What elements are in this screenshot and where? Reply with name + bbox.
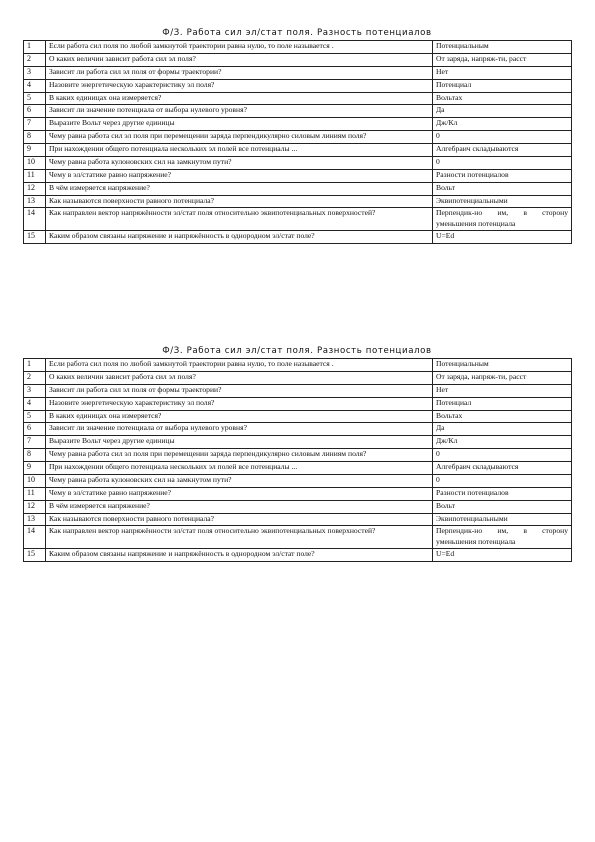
question-cell: Назовите энергетическую характеристику эл поля? [46,397,433,410]
row-number: 15 [24,231,46,244]
answer-cell: U=Ed [433,231,572,244]
qa-table [23,358,572,562]
row-number: 15 [24,549,46,562]
table-row [24,359,572,372]
answer-cell: Вольтах [433,410,572,423]
question-cell: Назовите энергетическую характеристику эл поля? [46,79,433,92]
table-row [24,118,572,131]
answer-cell: Вольт [433,182,572,195]
table-row [24,462,572,475]
row-number: 13 [24,513,46,526]
answer-cell: Да [433,423,572,436]
worksheet-title: Ф/З. Работа сил эл/стат поля. Разность потенциалов [162,28,432,38]
table-row [24,144,572,157]
answer-cell: Потенциал [433,397,572,410]
table-row [24,384,572,397]
table-row [24,436,572,449]
question-cell: При нахождении общего потенциала нескольких эл полей все потенциалы ... [46,144,433,157]
question-cell: Зависит ли работа сил эл поля от формы траектории? [46,66,433,79]
worksheet-title: Ф/З. Работа сил эл/стат поля. Разность потенциалов [162,346,432,356]
answer-cell: Вольт [433,500,572,513]
table-row [24,182,572,195]
table-row [24,231,572,244]
answer-cell: Вольтах [433,92,572,105]
table-row [24,410,572,423]
answer-cell: Дж/Кл [433,118,572,131]
row-number: 9 [24,144,46,157]
table-row [24,474,572,487]
answer-cell: Потенциал [433,79,572,92]
row-number: 11 [24,169,46,182]
table-row [24,156,572,169]
question-cell: Если работа сил поля по любой замкнутой траектории равна нулю, то поле называется . [46,41,433,54]
question-cell: В каких единицах она измеряется? [46,92,433,105]
row-number: 6 [24,423,46,436]
worksheet-copy-1 [23,27,571,244]
table-row [24,105,572,118]
table-row [24,500,572,513]
question-cell: Как называются поверхности равного потенциала? [46,195,433,208]
qa-table-body [24,41,572,244]
answer-cell: 0 [433,449,572,462]
row-number: 7 [24,436,46,449]
table-row [24,169,572,182]
table-row [24,397,572,410]
row-number: 5 [24,92,46,105]
answer-cell: Дж/Кл [433,436,572,449]
question-cell: Зависит ли работа сил эл поля от формы траектории? [46,384,433,397]
row-number: 2 [24,371,46,384]
answer-cell: Алгебраич складываются [433,462,572,475]
question-cell: При нахождении общего потенциала нескольких эл полей все потенциалы ... [46,462,433,475]
row-number: 1 [24,41,46,54]
row-number: 5 [24,410,46,423]
answer-cell: Перпендик-но им, в сторону уменьшения потенциала [433,208,572,231]
table-row [24,449,572,462]
answer-cell: От заряда, напряж-ти, расст [433,371,572,384]
table-row [24,79,572,92]
row-number: 9 [24,462,46,475]
question-cell: В чём измеряется напряжение? [46,182,433,195]
question-cell: Чему равна работа кулоновских сил на замкнутом пути? [46,474,433,487]
answer-cell: Алгебраич складываются [433,144,572,157]
row-number: 4 [24,79,46,92]
question-cell: В каких единицах она измеряется? [46,410,433,423]
question-cell: Зависит ли значение потенциала от выбора нулевого уровня? [46,105,433,118]
row-number: 8 [24,449,46,462]
answer-cell: U=Ed [433,549,572,562]
question-cell: Выразите Вольт через другие единицы [46,118,433,131]
worksheet-copy-2 [23,345,571,562]
row-number: 4 [24,397,46,410]
answer-cell: Да [433,105,572,118]
question-cell: О каких величин зависит работа сил эл поля? [46,371,433,384]
row-number: 6 [24,105,46,118]
answer-cell: От заряда, напряж-ти, расст [433,53,572,66]
question-cell: Если работа сил поля по любой замкнутой траектории равна нулю, то поле называется . [46,359,433,372]
row-number: 14 [24,208,46,231]
answer-cell: Нет [433,384,572,397]
row-number: 2 [24,53,46,66]
table-row [24,53,572,66]
table-row [24,41,572,54]
table-row [24,513,572,526]
table-row [24,549,572,562]
question-cell: Чему равна работа сил эл поля при перемещении заряда перпендикулярно силовым линиям поля? [46,449,433,462]
answer-cell: 0 [433,156,572,169]
row-number: 10 [24,474,46,487]
table-row [24,487,572,500]
table-row [24,526,572,549]
answer-cell: Потенциальным [433,359,572,372]
row-number: 3 [24,384,46,397]
table-row [24,131,572,144]
table-row [24,92,572,105]
table-row [24,208,572,231]
table-row [24,423,572,436]
row-number: 14 [24,526,46,549]
question-cell: Как направлен вектор напряжённости эл/стат поля относительно эквипотенциальных поверхностей? [46,208,433,231]
answer-cell: Потенциальным [433,41,572,54]
row-number: 3 [24,66,46,79]
answer-cell: Разности потенциалов [433,169,572,182]
answer-cell: Эквипотенциальными [433,195,572,208]
question-cell: Выразите Вольт через другие единицы [46,436,433,449]
answer-cell: Разности потенциалов [433,487,572,500]
row-number: 8 [24,131,46,144]
row-number: 13 [24,195,46,208]
question-cell: Чему в эл/статике равно напряжение? [46,169,433,182]
question-cell: Каким образом связаны напряжение и напряжённость в однородном эл/стат поле? [46,549,433,562]
question-cell: В чём измеряется напряжение? [46,500,433,513]
qa-table-body [24,359,572,562]
question-cell: Чему равна работа кулоновских сил на замкнутом пути? [46,156,433,169]
table-row [24,66,572,79]
answer-cell: Перпендик-но им, в сторону уменьшения потенциала [433,526,572,549]
question-cell: Как называются поверхности равного потенциала? [46,513,433,526]
question-cell: Чему равна работа сил эл поля при перемещении заряда перпендикулярно силовым линиям поля? [46,131,433,144]
question-cell: Каким образом связаны напряжение и напряжённость в однородном эл/стат поле? [46,231,433,244]
table-row [24,371,572,384]
row-number: 12 [24,500,46,513]
row-number: 10 [24,156,46,169]
row-number: 1 [24,359,46,372]
question-cell: Как направлен вектор напряжённости эл/стат поля относительно эквипотенциальных поверхностей? [46,526,433,549]
answer-cell: 0 [433,474,572,487]
qa-table [23,40,572,244]
answer-cell: 0 [433,131,572,144]
row-number: 12 [24,182,46,195]
row-number: 7 [24,118,46,131]
row-number: 11 [24,487,46,500]
question-cell: Чему в эл/статике равно напряжение? [46,487,433,500]
question-cell: Зависит ли значение потенциала от выбора нулевого уровня? [46,423,433,436]
question-cell: О каких величин зависит работа сил эл поля? [46,53,433,66]
table-row [24,195,572,208]
answer-cell: Нет [433,66,572,79]
answer-cell: Эквипотенциальными [433,513,572,526]
